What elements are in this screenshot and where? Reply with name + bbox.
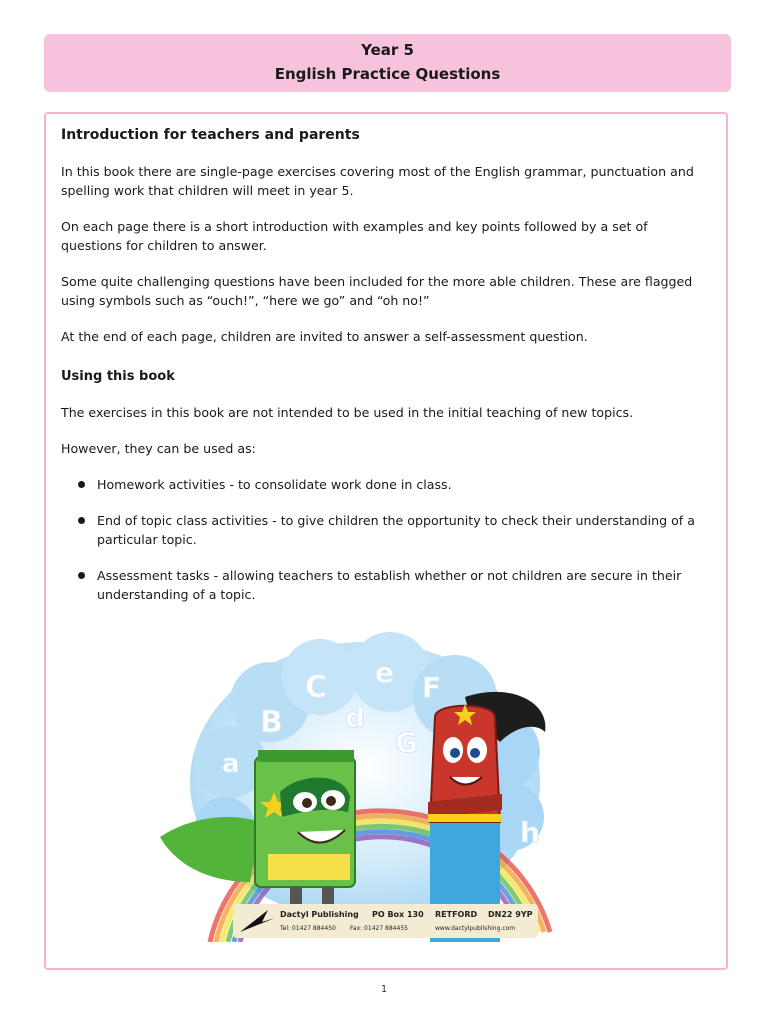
intro-paragraph: At the end of each page, children are invited to answer a self-assessment question. — [61, 329, 588, 344]
using-heading: Using this book — [61, 369, 175, 384]
publisher-postcode: DN22 9YP — [488, 910, 533, 919]
intro-heading: Introduction for teachers and parents — [61, 127, 360, 143]
mascot-illustration — [150, 632, 570, 942]
publisher-name: Dactyl Publishing — [280, 910, 359, 919]
bullet-icon — [78, 481, 85, 488]
letter: C — [305, 670, 328, 705]
page-number: 1 — [380, 984, 388, 995]
letter: e — [375, 656, 394, 689]
intro-paragraph: In this book there are single-page exercises covering most of the English grammar, punctuation and spelling work that children will meet in year 5. — [61, 164, 694, 198]
publisher-banner — [233, 904, 538, 938]
publisher-web: www.dactylpublishing.com — [435, 925, 516, 932]
using-paragraph: However, they can be used as: — [61, 441, 256, 456]
publisher-address: PO Box 130 — [372, 910, 424, 919]
intro-content — [61, 125, 711, 621]
usage-list — [61, 475, 711, 604]
letter: G — [395, 726, 418, 759]
letter: d — [345, 701, 366, 734]
publisher-fax: Fax: 01427 884455 — [350, 925, 408, 932]
letter: a — [222, 749, 240, 779]
letter: h — [520, 816, 540, 849]
bullet-icon — [78, 517, 85, 524]
letter: F — [422, 671, 442, 704]
bullet-icon — [78, 572, 85, 579]
list-item: Assessment tasks - allowing teachers to establish whether or not children are secure in their understanding of a topic. — [61, 566, 711, 604]
using-paragraph: The exercises in this book are not intended to be used in the initial teaching of new topics. — [61, 405, 634, 420]
list-item: End of topic class activities - to give children the opportunity to check their understanding of a particular topic. — [61, 511, 711, 549]
list-item: Homework activities - to consolidate work done in class. — [61, 475, 711, 494]
letter: B — [260, 705, 283, 740]
page-header — [44, 34, 731, 92]
publisher-tel: Tel: 01427 884450 — [280, 925, 336, 932]
header-year: Year 5 — [361, 41, 414, 59]
publisher-town: RETFORD — [435, 910, 478, 919]
header-title: English Practice Questions — [274, 65, 501, 83]
intro-paragraph: On each page there is a short introduction with examples and key points followed by a set of questions for children to answer. — [61, 219, 648, 253]
intro-paragraph: Some quite challenging questions have been included for the more able children. These are flagged using symbols such as “ouch!”, “here we go” and “oh no!” — [61, 274, 693, 308]
